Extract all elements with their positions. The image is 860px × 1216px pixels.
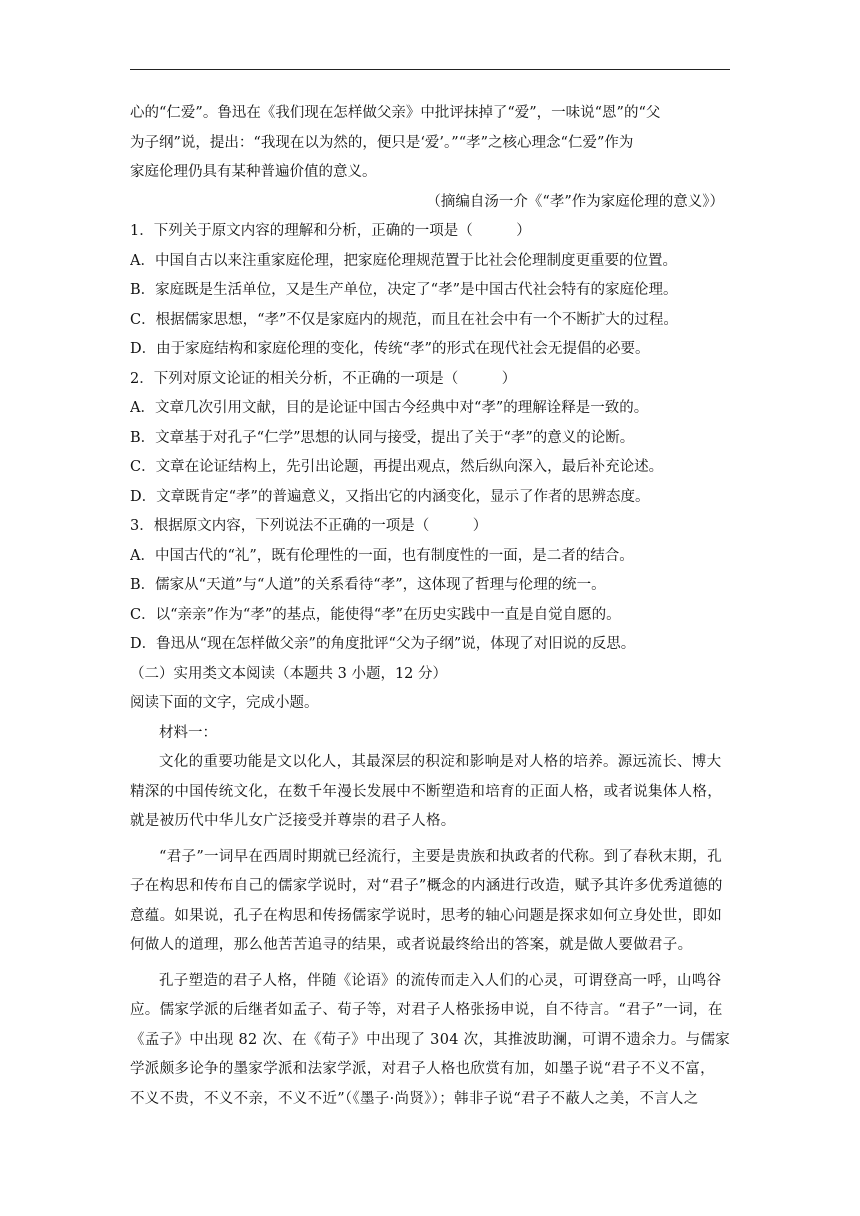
- option-c: C．以“亲亲”作为“孝”的基点，能使得“孝”在历史实践中一直是自觉自愿的。: [130, 606, 621, 623]
- text-line: 文化的重要功能是文以化人，其最深层的积淀和影响是对人格的培养。源远流长、博大: [159, 754, 722, 770]
- text-line: 为子纲”说，提出：“我现在以为然的，便只是‘爱’。”“孝”之核心理念“仁爱”作为: [130, 134, 634, 151]
- text-line: 意蕴。如果说，孔子在构思和传扬儒家学说时，思考的轴心问题是探求如何立身处世，即如: [130, 907, 722, 924]
- text-line: 学派颇多论争的墨家学派和法家学派，对君子人格也欣赏有加，如墨子说“君子不义不富，: [130, 1061, 715, 1077]
- paragraph-3: [130, 967, 730, 1115]
- option-b: B．儒家从“天道”与“人道”的关系看待“孝”，这体现了哲理与伦理的统一。: [130, 577, 606, 593]
- text-line: 家庭伦理仍具有某种普遍价值的意义。: [130, 164, 377, 180]
- option-c: C．根据儒家思想，“孝”不仅是家庭内的规范，而且在社会中有一个不断扩大的过程。: [130, 311, 678, 328]
- option-b: B．文章基于对孔子“仁学”思想的认同与接受，提出了关于“孝”的意义的论断。: [130, 429, 635, 446]
- option-a: A．文章几次引用文献，目的是论证中国古今经典中对“孝”的理解诠释是一致的。: [130, 400, 649, 416]
- question-stem: 1．下列关于原文内容的理解和分析，正确的一项是（ ）: [130, 223, 531, 239]
- text-line: 孔子塑造的君子人格，伴随《论语》的流传而走入人们的心灵，可谓登高一呼，山鸣谷: [159, 972, 722, 989]
- text-line: 《孟子》中出现 82 次、在《荀子》中出现了 304 次，其推波助澜，可谓不遗余力。与儒家: [130, 1031, 730, 1048]
- text-line: 就是被历代中华儿女广泛接受并尊崇的君子人格。: [130, 813, 456, 829]
- paragraph-2: [130, 843, 730, 961]
- option-b: B．家庭既是生活单位，又是生产单位，决定了“孝”是中国古代社会特有的家庭伦理。: [130, 282, 678, 298]
- material-label: 材料一：: [159, 724, 217, 741]
- continued-paragraph: [130, 99, 730, 188]
- source-citation: （摘编自汤一介《“孝”作为家庭伦理的意义》）: [426, 193, 724, 210]
- paragraph-1: [130, 748, 730, 837]
- option-d: D．由于家庭结构和家庭伦理的变化，传统“孝”的形式在现代社会无提倡的必要。: [130, 341, 650, 357]
- text-line: 精深的中国传统文化，在数千年漫长发展中不断塑造和培育的正面人格，或者说集体人格，: [130, 783, 722, 800]
- text-line: “君子”一词早在西周时期就已经流行，主要是贵族和执政者的代称。到了春秋末期，孔: [159, 848, 723, 865]
- document-body: [130, 99, 730, 1114]
- question-2: [130, 365, 730, 513]
- text-line: 应。儒家学派的后继者如孟子、荀子等，对君子人格张扬申说，自不待言。“君子”一词，在: [130, 1002, 723, 1018]
- text-line: 何做人的道理，那么他苦苦追寻的结果，或者说最终给出的答案，就是做人要做君子。: [130, 937, 693, 953]
- question-3: [130, 512, 730, 660]
- header-rule: [130, 69, 730, 70]
- option-a: A．中国自古以来注重家庭伦理，把家庭伦理规范置于比社会伦理制度更重要的位置。: [130, 252, 677, 269]
- option-d: D．鲁迅从“现在怎样做父亲”的角度批评“父为子纲”说，体现了对旧说的反思。: [130, 636, 636, 652]
- question-stem: 3．根据原文内容，下列说法不正确的一项是（ ）: [130, 518, 488, 534]
- text-line: 不义不贵，不义不亲，不义不近”（《墨子·尚贤》）；韩非子说“君子不蔽人之美，不言人之: [130, 1090, 699, 1107]
- question-stem: 2．下列对原文论证的相关分析，不正确的一项是（ ）: [130, 370, 517, 387]
- option-c: C．文章在论证结构上，先引出论题，再提出观点，然后纵向深入，最后补充论述。: [130, 459, 664, 475]
- option-a: A．中国古代的“礼”，既有伦理性的一面，也有制度性的一面，是二者的结合。: [130, 547, 634, 564]
- option-d: D．文章既肯定“孝”的普遍意义，又指出它的内涵变化，显示了作者的思辨态度。: [130, 488, 650, 505]
- section-heading: （二）实用类文本阅读（本题共 3 小题，12 分）: [130, 665, 448, 682]
- text-line: 心的“仁爱”。鲁迅在《我们现在怎样做父亲》中批评抹掉了“爱”，一味说“恩”的“父: [130, 105, 661, 121]
- question-1: [130, 217, 730, 365]
- instruction: 阅读下面的文字，完成小题。: [130, 695, 319, 711]
- text-line: 子在构思和传布自己的儒家学说时，对“君子”概念的内涵进行改造，赋予其许多优秀道德的: [130, 878, 723, 894]
